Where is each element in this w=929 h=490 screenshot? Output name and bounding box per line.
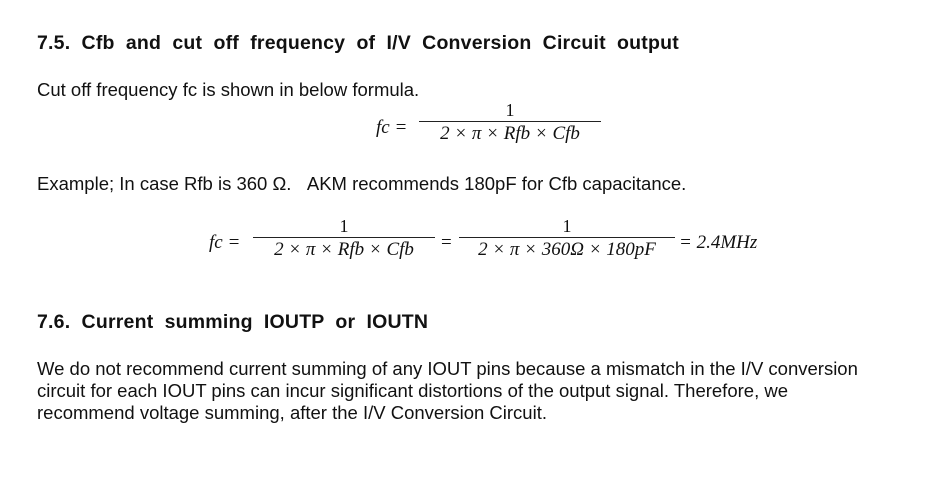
formula-intro-text: Cut off frequency fc is shown in below formula. [37,79,420,100]
section-7-6-heading: 7.6. Current summing IOUTP or IOUTN [37,311,429,333]
formula2-frac2-denominator: 2 × π × 360Ω × 180pF [478,239,656,260]
section-7-5-heading: 7.5. Cfb and cut off frequency of I/V Conversion Circuit output [37,32,679,54]
formula1-numerator: 1 [505,100,515,120]
formula1-denominator: 2 × π × Rfb × Cfb [440,123,580,144]
formula2-fraction-2 [459,215,675,262]
formula2-fraction-1 [253,215,435,262]
formula2-frac1-denominator: 2 × π × Rfb × Cfb [274,239,414,260]
formula2-result: = 2.4MHz [679,232,758,253]
paragraph-line: We do not recommend current summing of any IOUT pins because a mismatch in the I/V conversion [37,358,858,379]
formula2-lhs: fc = [209,232,241,253]
formula2-equals: = [441,232,452,253]
example-text: Example; In case Rfb is 360 Ω. AKM recommends 180pF for Cfb capacitance. [37,173,687,194]
formula2-frac2-numerator: 1 [562,216,572,236]
formula2-frac1-numerator: 1 [339,216,349,236]
paragraph-line: circuit for each IOUT pins can incur significant distortions of the output signal. Therefore, we [37,380,788,401]
formula1-fraction [419,99,601,146]
formula1-lhs: fc = [376,117,408,138]
paragraph-line: recommend voltage summing, after the I/V Conversion Circuit. [37,402,547,423]
